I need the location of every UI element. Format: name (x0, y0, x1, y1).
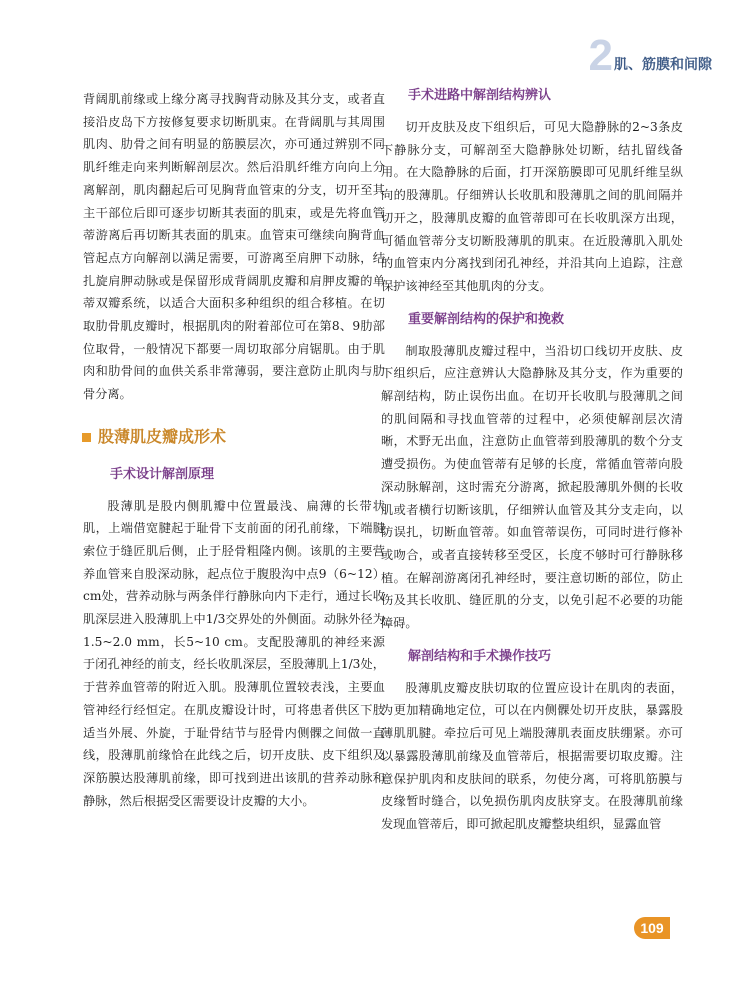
section-heading-text: 股薄肌皮瓣成形术 (98, 426, 227, 446)
subsection-heading: 重要解剖结构的保护和挽救 (408, 311, 565, 327)
left-column (83, 88, 385, 812)
subsection-heading: 解剖结构和手术操作技巧 (408, 648, 552, 664)
page-number: 109 (634, 917, 670, 939)
paragraph: 股薄肌皮瓣皮肤切取的位置应设计在肌肉的表面，为更加精确地定位，可以在内侧髁处切开皮肤，暴露股薄肌肌腱。牵拉后可见上端股薄肌表面皮肤绷紧。亦可以暴露股薄肌前缘及血管蒂后，根据需要切取皮瓣。注意保护肌肉和皮肤间的联系，勿使分离，可将肌筋膜与皮缘暂时缝合，以免损伤肌肉皮肤穿支。在股薄肌前缘发现血管蒂后，即可掀起肌皮瓣整块组织，显露血管 (381, 680, 683, 831)
paragraph: 背阔肌前缘或上缘分离寻找胸背动脉及其分支，或者直接沿皮岛下方按修复要求切断肌束。在背阔肌与其周围肌肉、肋骨之间有明显的筋膜层次，亦可通过辨别不同肌纤维走向来判断解剖层次。然后沿肌纤维方向向上分离解剖，肌肉翻起后可见胸背血管束的分支，切开至其主干部位后即可逐步切断其表面的肌束，或是先将血管蒂游离后再切断其表面的肌束。血管束可继续向胸背血管起点方向解剖以满足需要，可游离至肩胛下动脉，结扎旋肩胛动脉或是保留形成背阔肌皮瓣和肩胛皮瓣的单蒂双瓣系统，以适合大面积多种组织的组合移植。在切取肋骨肌皮瓣时，根据肌肉的附着部位可在第8、9肋部位取骨，一般情况下都要一周切取部分肩锯肌。由于肌肉和肋骨间的血供关系非常薄弱，要注意防止肌肉与肋骨分离。 (83, 92, 385, 402)
chapter-header (589, 30, 712, 78)
subsection-heading: 手术设计解剖原理 (110, 466, 215, 482)
square-bullet-icon (82, 433, 91, 442)
chapter-title: 肌、筋膜和间隙 (614, 57, 712, 73)
right-column (381, 86, 683, 836)
paragraph: 制取股薄肌皮瓣过程中，当沿切口线切开皮肤、皮下组织后，应注意辨认大隐静脉及其分支，作为重要的解剖结构，防止误伤出血。在切开长收肌与股薄肌之间的肌间隔和寻找血管蒂的过程中，必须使解剖层次清晰，术野无出血，注意防止血管蒂到股薄肌的数个分支遭受损伤。为使血管蒂有足够的长度，常循血管蒂向股深动脉解剖，这时需充分游离，掀起股薄肌外侧的长收肌或者横行切断该肌，仔细辨认血管及其分支走向，以防误扎，切断血管蒂。如血管蒂误伤，可同时进行修补或吻合，或者直接转移至受区，长度不够时可行静脉移植。在解剖游离闭孔神经时，要注意切断的部位，防止伤及其长收肌、缝匠肌的分支，以免引起不必要的功能障碍。 (381, 343, 683, 631)
paragraph: 切开皮肤及皮下组织后，可见大隐静脉的2~3条皮下静脉分支，可解剖至大隐静脉处切断，结扎留线备用。在大隐静脉的后面，打开深筋膜即可见肌纤维呈纵向的股薄肌。仔细辨认长收肌和股薄肌之间的肌间隔并切开之，股薄肌皮瓣的血管蒂即可在长收肌深方出现，可循血管蒂分支切断股薄肌的肌束。在近股薄肌入肌处的血管束内分离找到闭孔神经，并沿其向上追踪，注意保护该神经至其他肌肉的分支。 (381, 120, 683, 293)
subsection-heading: 手术进路中解剖结构辨认 (408, 88, 552, 103)
paragraph: 股薄肌是股内侧肌瓣中位置最浅、扁薄的长带状肌，上端借宽腱起于耻骨下支前面的闭孔前缘，下端腱索位于缝匠肌后侧，止于胫骨粗隆内侧。该肌的主要营养血管来自股深动脉，起点位于腹股沟中点9（6~12）cm处，营养动脉与两条伴行静脉向内下走行，通过长收肌深层进入股薄肌上中1/3交界处的外侧面。动脉外径为1.5~2.0 mm，长5~10 cm。支配股薄肌的神经来源于闭孔神经的前支，经长收肌深层，至股薄肌上1/3处，于营养血管蒂的附近入肌。股薄肌位置较表浅，主要血管神经行经恒定。在肌皮瓣设计时，可将患者供区下肢适当外展、外旋，于耻骨结节与胫骨内侧髁之间做一直线，股薄肌前缘恰在此线之后，切开皮肤、皮下组织及深筋膜达股薄肌前缘，即可找到进出该肌的营养动脉和静脉，然后根据受区需要设计皮瓣的大小。 (83, 498, 385, 808)
section-heading (82, 426, 385, 449)
chapter-number: 2 (588, 31, 612, 80)
